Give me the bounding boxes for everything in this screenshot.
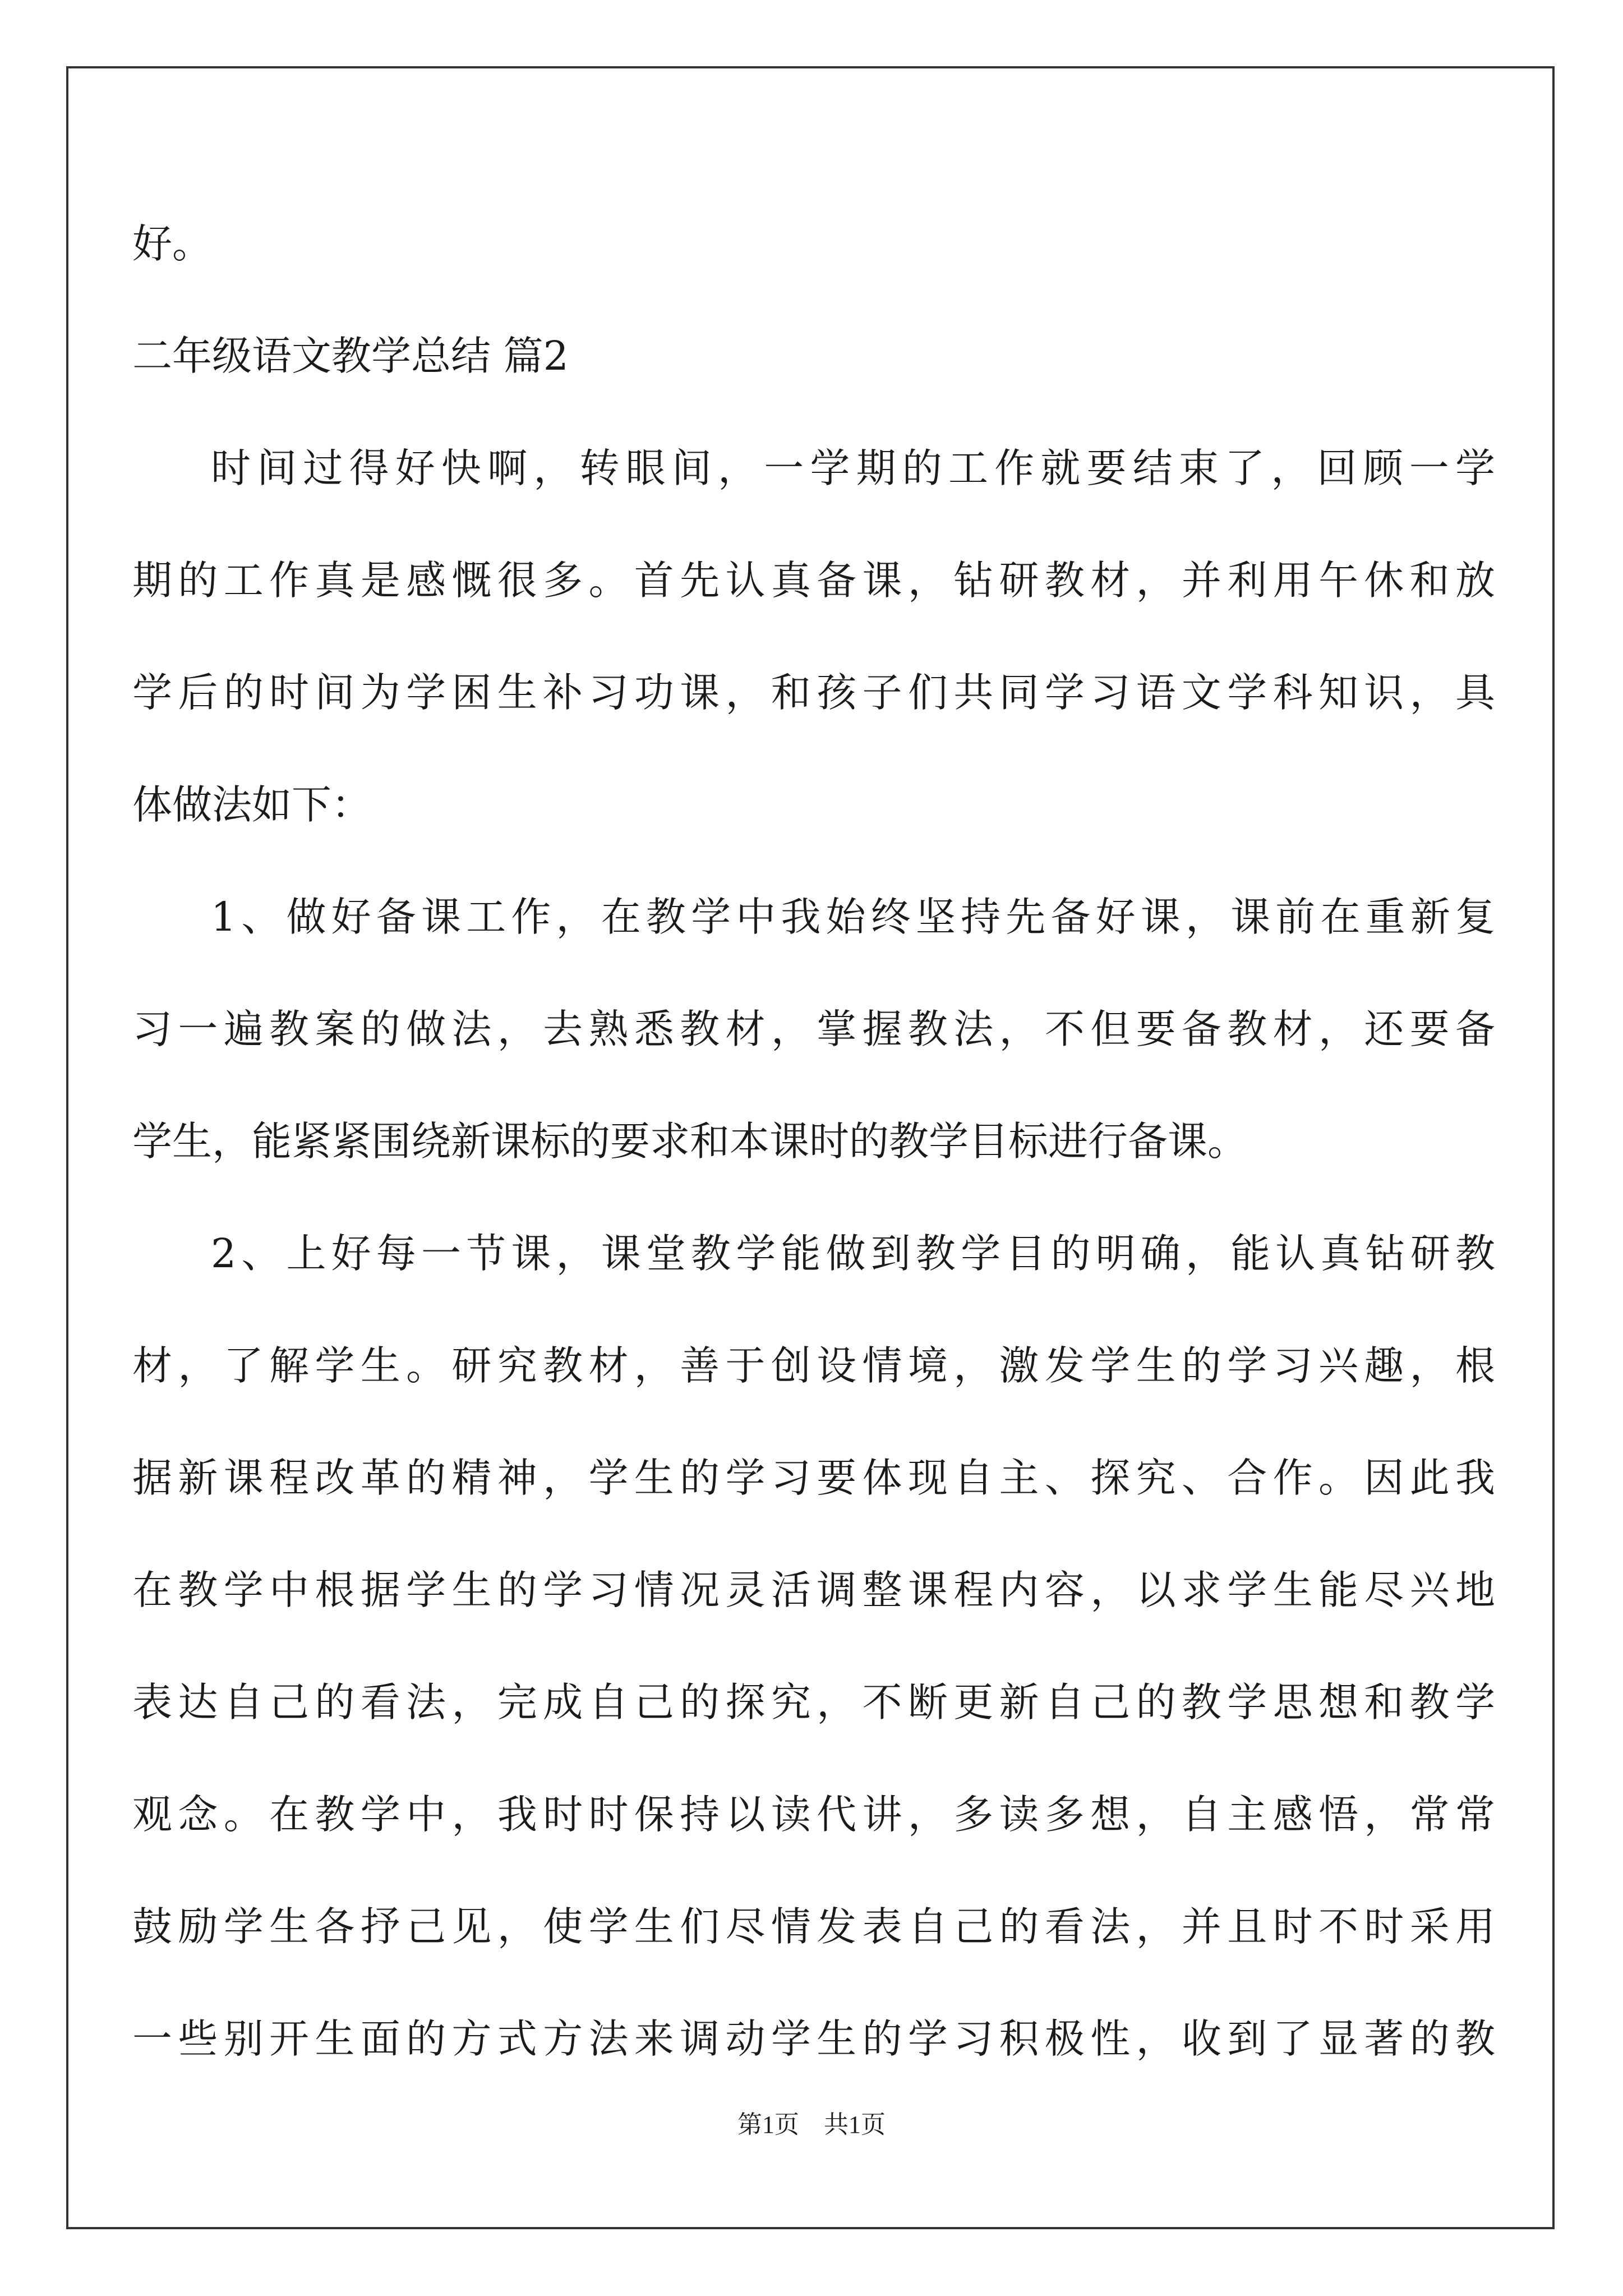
text-line: 表达自己的看法，完成自己的探究，不断更新自己的教学思想和教学 [132,1679,1495,1726]
text-line: 1、做好备课工作，在教学中我始终坚持先备好课，课前在重新复 [211,894,1495,940]
text-line: 一些别开生面的方式方法来调动学生的学习积极性，收到了显著的教 [132,2016,1495,2062]
text-line: 2、上好每一节课，课堂教学能做到教学目的明确，能认真钻研教 [211,1230,1495,1277]
text-line: 期的工作真是感慨很多。首先认真备课，钻研教材，并利用午休和放 [132,557,1495,604]
text-line: 好。 [132,220,213,267]
text-line: 鼓励学生各抒己见，使学生们尽情发表自己的看法，并且时不时采用 [132,1903,1495,1950]
text-line: 体做法如下： [132,781,372,828]
text-line: 据新课程改革的精神，学生的学习要体现自主、探究、合作。因此我 [132,1455,1495,1501]
text-line: 材，了解学生。研究教材，善于创设情境，激发学生的学习兴趣，根 [132,1342,1495,1389]
text-line: 在教学中根据学生的学习情况灵活调整课程内容，以求学生能尽兴地 [132,1567,1495,1613]
page-footer: 第1页 共1页 [737,2111,886,2138]
text-line: 学后的时间为学困生补习功课，和孩子们共同学习语文学科知识，具 [132,669,1495,716]
text-line: 时间过得好快啊，转眼间，一学期的工作就要结束了，回顾一学 [211,445,1495,491]
text-line: 学生，能紧紧围绕新课标的要求和本课时的教学目标进行备课。 [132,1118,1248,1165]
section-heading: 二年级语文教学总结 篇2 [132,333,569,379]
text-line: 观念。在教学中，我时时保持以读代讲，多读多想，自主感悟，常常 [132,1791,1495,1838]
text-line: 习一遍教案的做法，去熟悉教材，掌握教法，不但要备教材，还要备 [132,1006,1495,1052]
